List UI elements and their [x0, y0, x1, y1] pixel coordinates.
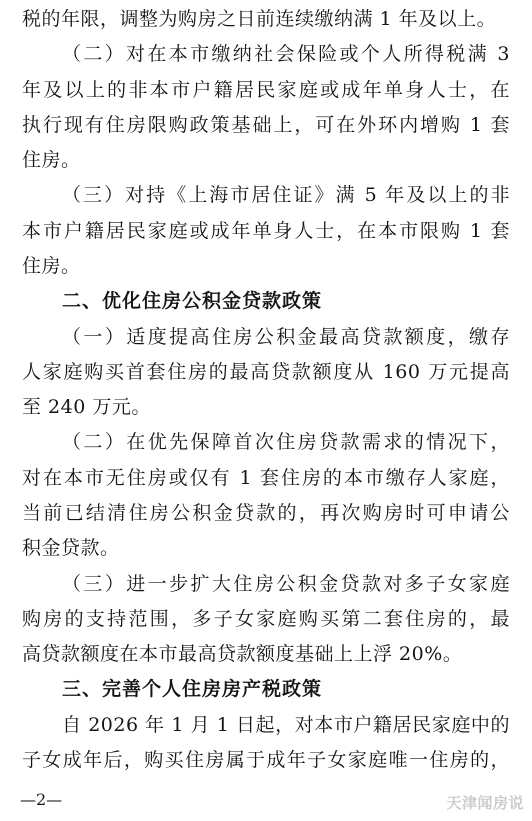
text-line: 税的年限，调整为购房之日前连续缴纳满 1 年及以上。	[22, 8, 497, 30]
text-line: 子女成年后，购买住房属于成年子女家庭唯一住房的，	[22, 749, 510, 771]
page-number: —2—	[20, 790, 63, 809]
text-line: 购房的支持范围，多子女家庭购买第二套住房的，最	[22, 608, 510, 630]
text-line: 执行现有住房限购政策基础上，可在外环内增购 1 套	[22, 114, 510, 136]
text-line: 当前已结清住房公积金贷款的，再次购房时可申请公	[22, 502, 510, 524]
text-line: 本市户籍居民家庭或成年单身人士，在本市限购 1 套	[22, 220, 510, 242]
text-line: 年及以上的非本市户籍居民家庭或成年单身人士，在	[22, 79, 510, 101]
text-line: 对在本市无住房或仅有 1 套住房的本市缴存人家庭，	[22, 467, 510, 489]
text-line: 自 2026 年 1 月 1 日起，对本市户籍居民家庭中的	[62, 714, 510, 736]
text-line: 积金贷款。	[22, 537, 120, 559]
text-line: （三）进一步扩大住房公积金贷款对多子女家庭	[62, 573, 510, 595]
section-heading: 三、完善个人住房房产税政策	[62, 678, 323, 700]
text-line: （二）对在本市缴纳社会保险或个人所得税满 3	[62, 43, 510, 65]
text-line: 住房。	[22, 255, 81, 277]
section-heading: 二、优化住房公积金贷款政策	[62, 290, 323, 312]
text-line: 人家庭购买首套住房的最高贷款额度从 160 万元提高	[22, 361, 510, 383]
text-line: 高贷款额度在本市最高贷款额度基础上上浮 20%。	[22, 643, 463, 665]
text-line: 至 240 万元。	[22, 396, 151, 418]
text-line: 住房。	[22, 149, 81, 171]
text-line: （三）对持《上海市居住证》满 5 年及以上的非	[62, 184, 510, 206]
text-line: （二）在优先保障首次住房贷款需求的情况下，	[62, 431, 510, 453]
text-line: （一）适度提高住房公积金最高贷款额度，缴存	[62, 326, 510, 348]
watermark: 天津闻房说	[446, 794, 524, 812]
